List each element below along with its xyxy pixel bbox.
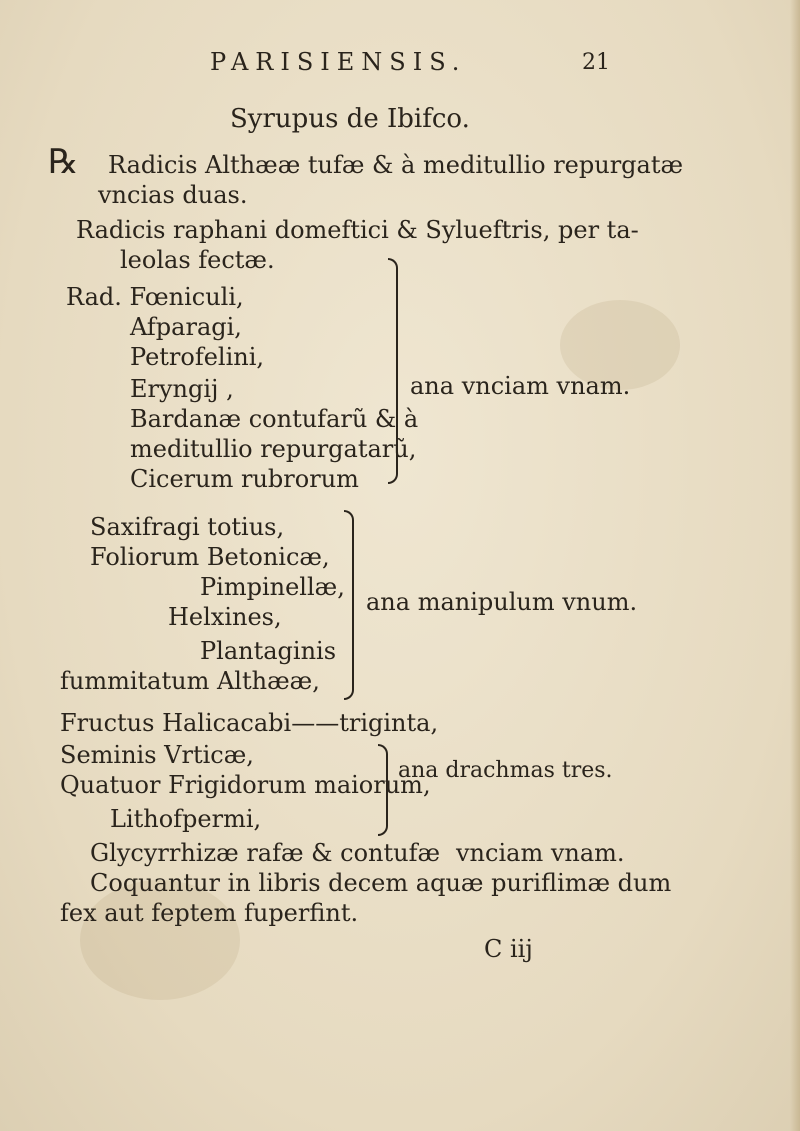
ingredient-item: Petrofelini,	[130, 343, 265, 371]
ingredient-item: Cicerum rubrorum	[130, 465, 359, 493]
signature-mark: C iij	[484, 935, 533, 963]
text-line: vncias duas.	[98, 181, 248, 209]
text-line: Coquantur in libris decem aquæ puriflimæ dum	[90, 869, 672, 897]
ingredient-item: Foliorum Betonicæ,	[90, 543, 330, 571]
ingredient-item: Saxifragi totius,	[90, 513, 285, 541]
ingredient-item: Seminis Vrticæ,	[60, 741, 254, 769]
spine-shadow	[790, 0, 800, 1131]
ingredient-line: Fructus Halicacabi——triginta,	[60, 709, 439, 737]
page-number: 21	[582, 50, 610, 75]
ingredient-item: Pimpinellæ,	[200, 573, 345, 601]
recipe-symbol: ℞	[48, 142, 79, 182]
ingredient-item: Bardanæ contufarũ & à	[130, 405, 419, 433]
ingredient-item: Quatuor Frigidorum maiorum,	[60, 771, 431, 799]
dosage-note: ana vnciam vnam.	[410, 372, 631, 400]
brace-bracket	[344, 510, 354, 700]
dosage-note: vnciam vnam.	[456, 839, 625, 867]
page-header	[0, 48, 800, 88]
section-title: Syrupus de Ibifco.	[230, 104, 470, 134]
ingredient-item: Rad. Fœniculi,	[66, 283, 244, 311]
ingredient-item: Helxines,	[168, 603, 282, 631]
ingredient-item: Plantaginis	[200, 637, 337, 665]
ingredient-item: meditullio repurgatarũ,	[130, 435, 417, 463]
running-title: PARISIENSIS.	[210, 48, 467, 76]
text-line: Radicis raphani domeftici & Sylueftris, per ta-	[76, 216, 639, 244]
ingredient-item: Lithofpermi,	[110, 805, 262, 833]
ingredient-item: Afparagi,	[130, 313, 242, 341]
ingredient-line: Glycyrrhizæ rafæ & contufæ	[90, 839, 441, 867]
text-line: fex aut feptem fuperfint.	[60, 899, 359, 927]
text-line: leolas fectæ.	[120, 246, 275, 274]
dosage-note: ana drachmas tres.	[398, 758, 613, 783]
brace-bracket	[378, 744, 388, 836]
text-line: Radicis Althææ tufæ & à meditullio repurgatæ	[108, 151, 684, 179]
brace-bracket	[388, 258, 398, 484]
ingredient-item: Eryngij ,	[130, 375, 234, 403]
dosage-note: ana manipulum vnum.	[366, 588, 638, 616]
ingredient-item: fummitatum Althææ,	[60, 667, 320, 695]
